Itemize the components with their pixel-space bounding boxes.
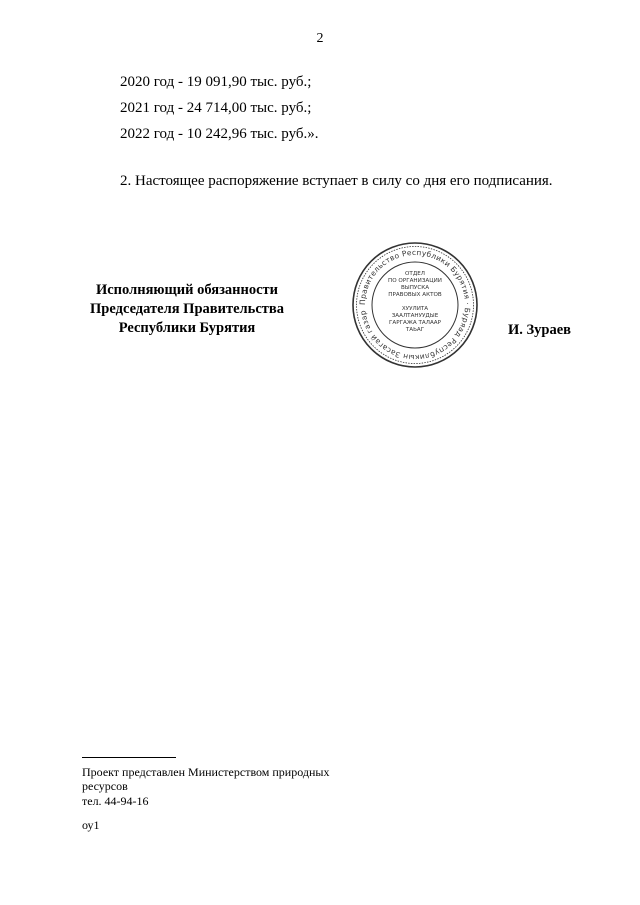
seal-center-line-8: ТАЬАГ: [405, 327, 425, 333]
clause-effective-date: 2. Настоящее распоряжение вступает в силу со дня его подписания.: [120, 173, 553, 189]
seal-center-line-1: ОТДЕЛ: [405, 271, 425, 277]
signatory-position: [80, 281, 294, 338]
budget-line-2020: 2020 год - 19 091,90 тыс. руб.;: [120, 74, 312, 90]
signatory-line-3: Республики Бурятия: [118, 320, 256, 336]
seal-ring-textpath: Правительство Республики Бурятия · Буряад Республикын Засагай газар: [357, 247, 473, 363]
budget-line-2022: 2022 год - 10 242,96 тыс. руб.».: [120, 126, 319, 142]
seal-center-line-4: ПРАВОВЫХ АКТОВ: [388, 292, 442, 298]
budget-line-2021: 2021 год - 24 714,00 тыс. руб.;: [120, 100, 312, 116]
seal-outer-ring-inner: [357, 247, 474, 364]
page-number: 2: [316, 31, 324, 46]
seal-center-line-7: ГАРГАЖА ТАЛААР: [389, 320, 441, 326]
signatory-line-1: Исполняющий обязанности: [95, 282, 279, 298]
footnote-line-3: тел. 44-94-16: [82, 794, 149, 808]
seal-center-line-3: ВЫПУСКА: [400, 285, 430, 291]
seal-center-line-2: ПО ОРГАНИЗАЦИИ: [388, 278, 442, 284]
seal-center-line-6: ЗААЛТАНУУДЫЕ: [391, 313, 439, 319]
signer-name: И. Зураев: [508, 322, 572, 338]
seal-center-line-5: ХУУЛИТА: [401, 306, 429, 312]
signatory-line-2: Председателя Правительства: [90, 301, 284, 317]
official-seal: [350, 240, 480, 370]
footnote-line-2: ресурсов: [82, 779, 128, 793]
footnote-divider: [82, 757, 176, 758]
footnote-line-1: Проект представлен Министерством природных: [82, 765, 330, 779]
footnote-code: оу1: [82, 818, 100, 832]
